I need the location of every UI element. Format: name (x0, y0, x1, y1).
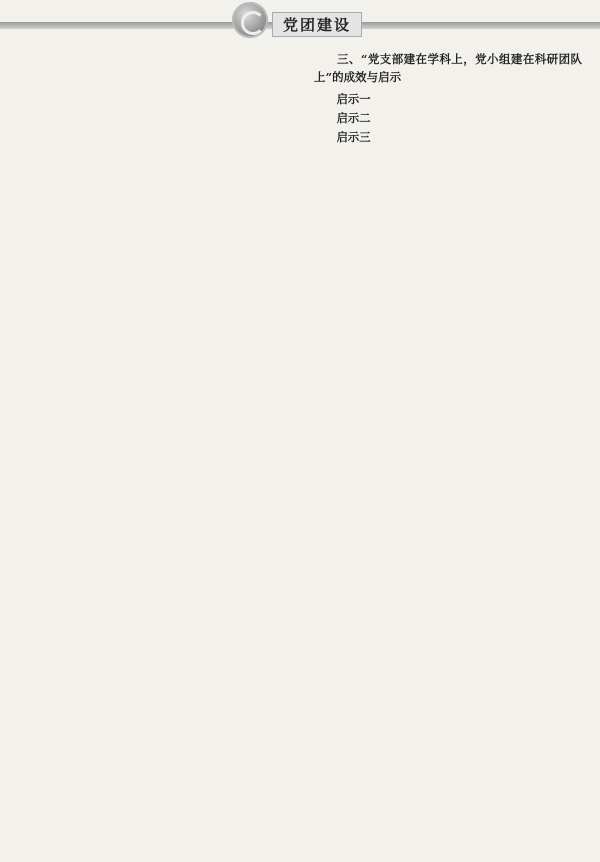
insight-2 (314, 109, 582, 128)
insight-label: 启示一 (336, 92, 371, 106)
insight-1 (314, 90, 582, 109)
insight-3 (314, 128, 582, 147)
section-label: 党团建设 (272, 12, 362, 37)
left-column (14, 46, 282, 858)
insight-label: 启示三 (336, 130, 371, 144)
page-header (0, 0, 600, 44)
section-heading: 三、“党支部建在学科上，党小组建在科研团队上”的成效与启示 (314, 52, 582, 84)
right-column (314, 46, 582, 858)
article-body (0, 46, 600, 858)
insight-label: 启示二 (336, 111, 371, 125)
party-emblem-icon (232, 2, 268, 38)
